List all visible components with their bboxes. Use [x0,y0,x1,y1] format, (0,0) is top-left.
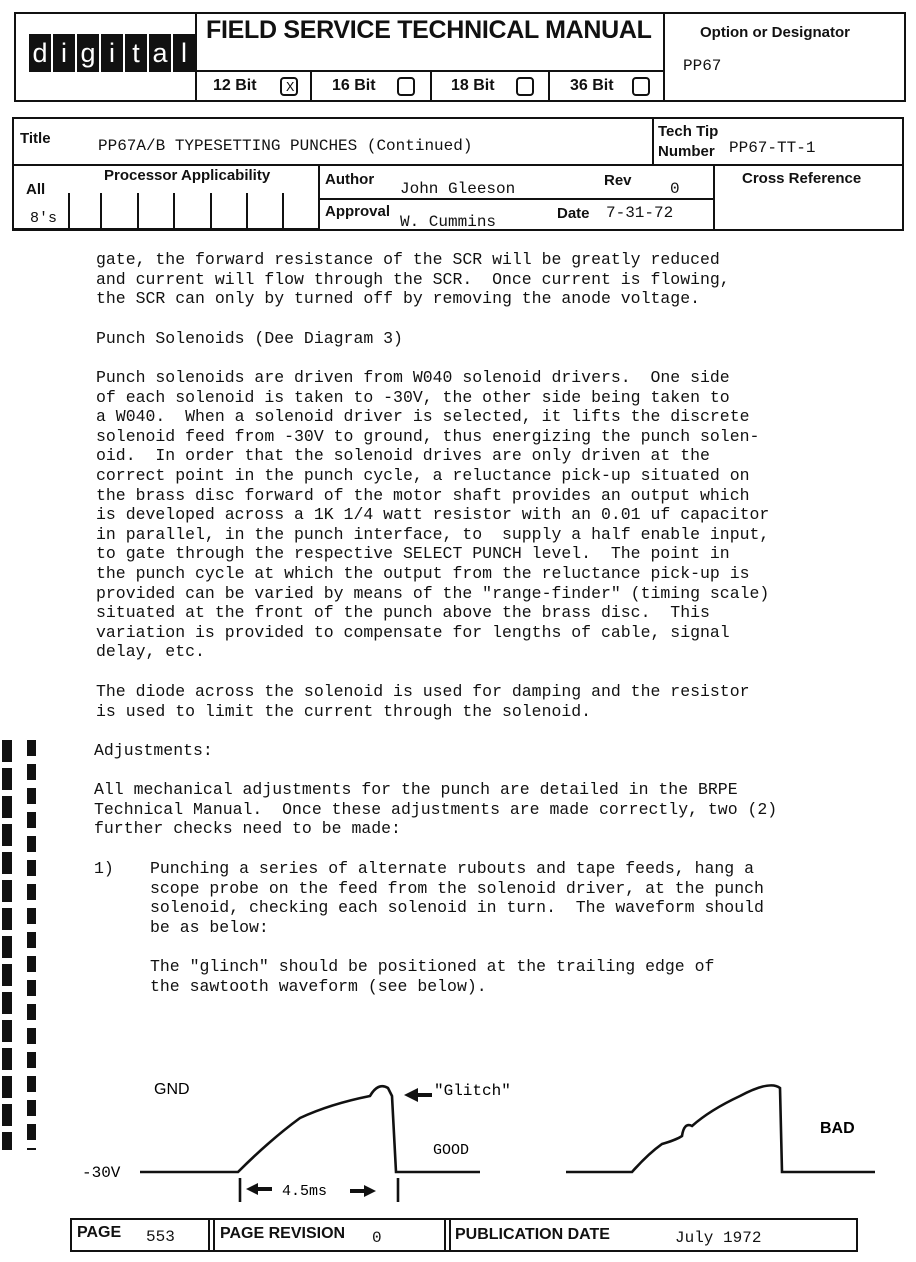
bit-option-12: 12 Bit [213,77,257,94]
paragraph: The diode across the solenoid is used for damping and the resistor is used to limit the current through the solenoid. [96,682,750,721]
logo-letter: i [101,34,123,72]
bit-option-36: 36 Bit [570,77,614,94]
processor-tick [246,193,248,228]
page-label: PAGE [77,1224,122,1241]
footer-divider [444,1218,446,1252]
date-label: Date [557,205,590,222]
tech-tip-value: PP67-TT-1 [729,139,816,157]
bit-checkbox-36 [632,77,650,96]
tech-tip-label: Tech Tip [658,123,719,140]
processor-baseline [12,228,319,230]
logo-letter: i [53,34,75,72]
date-value: 7-31-72 [606,204,674,222]
processor-tick [137,193,139,228]
logo-letter: d [29,34,51,72]
gnd-label: GND [154,1081,190,1098]
logo-letter: t [125,34,147,72]
timing-arrow-right [350,1185,376,1197]
good-waveform [140,1086,480,1172]
logo-letter: a [149,34,171,72]
glitch-label: "Glitch" [434,1082,511,1100]
glitch-arrow [404,1088,432,1102]
info-divider [318,198,714,200]
logo-letter: g [77,34,99,72]
option-label: Option or Designator [700,24,850,41]
option-value: PP67 [683,57,722,75]
header-divider [663,12,665,102]
good-label: GOOD [433,1142,470,1159]
section-heading: Adjustments: [94,741,213,760]
processor-tick [282,193,284,228]
digital-logo [29,34,197,72]
author-label: Author [325,171,375,188]
footer-divider [449,1218,451,1252]
bit-checkbox-16 [397,77,415,96]
manual-title: FIELD SERVICE TECHNICAL MANUAL [206,16,652,44]
footer-divider [208,1218,210,1252]
bit-option-18: 18 Bit [451,77,495,94]
page-number: 553 [146,1228,175,1246]
processor-tick [210,193,212,228]
publication-date-value: July 1972 [675,1229,762,1247]
timing-arrow-left [246,1183,272,1195]
approval-label: Approval [325,203,391,220]
time-label: 4.5ms [282,1183,328,1200]
all-label: All [26,181,46,198]
approval-value: W. Cummins [400,213,497,231]
info-divider [652,117,654,165]
list-item-number: 1) [94,859,114,878]
waveform-diagram [0,1060,916,1210]
footer-divider [213,1218,215,1252]
info-divider [12,164,904,166]
all-value: 8's [30,210,58,227]
bit-divider [548,70,550,102]
title-label: Title [20,130,51,147]
page-revision-value: 0 [372,1229,382,1247]
paragraph: gate, the forward resistance of the SCR will be greatly reduced and current will flow through the SCR. Once current is flowing, the SCR can only by turned off by removing the anode voltage. [96,250,730,309]
rev-value: 0 [670,180,680,198]
processor-label: Processor Applicability [104,167,271,184]
bit-option-16: 16 Bit [332,77,376,94]
bad-label: BAD [820,1120,855,1137]
checkbox-mark: X [286,80,295,96]
rev-label: Rev [604,172,632,189]
processor-tick [100,193,102,228]
processor-tick [173,193,175,228]
bit-checkbox-18 [516,77,534,96]
neg-voltage-label: -30V [82,1164,121,1182]
processor-tick [68,193,70,228]
paragraph: All mechanical adjustments for the punch are detailed in the BRPE Technical Manual. Once these adjustments are made correctly, two (2) further checks need to be made: [94,780,778,839]
list-item-text: Punching a series of alternate rubouts and tape feeds, hang a scope probe on the feed from the solenoid driver, at the punch solenoid, checking each solenoid in turn. The waveform should be as below: [150,859,764,937]
paragraph: Punch solenoids are driven from W040 solenoid drivers. One side of each solenoid is taken to -30V, the other side being taken to a W040. When a solenoid driver is selected, it lifts the discrete solenoid feed from -30V to ground, thus energizing the punch solen- oid. In order that the solenoid drives are only driven at the correct point in the punch cycle, a reluctance pick-up situated on the brass disc forward of the motor shaft provides an output which is developed across a 1K 1/4 watt resistor with an 0.01 uf capacitor in parallel, in the punch interface, to supply a half enable input, to gate through the respective SELECT PUNCH level. The point in the punch cycle at which the output from the reluctance pick-up is provided can be varied by means of the "range-finder" (timing scale) situated at the front of the punch above the brass disc. This variation is provided to compensate for lengths of cable, signal delay, etc. [96,368,770,662]
publication-date-label: PUBLICATION DATE [455,1226,610,1243]
author-value: John Gleeson [400,180,516,198]
title-value: PP67A/B TYPESETTING PUNCHES (Continued) [98,137,473,155]
cross-reference-label: Cross Reference [742,170,862,187]
logo-letter: l [173,34,195,72]
tech-tip-label: Number [658,143,715,160]
section-heading: Punch Solenoids (Dee Diagram 3) [96,329,403,348]
page-revision-label: PAGE REVISION [220,1225,346,1242]
bit-divider [430,70,432,102]
bit-divider [310,70,312,102]
bit-checkbox-12 [280,77,298,96]
list-item-note: The "glinch" should be positioned at the trailing edge of the sawtooth waveform (see below). [150,957,715,996]
